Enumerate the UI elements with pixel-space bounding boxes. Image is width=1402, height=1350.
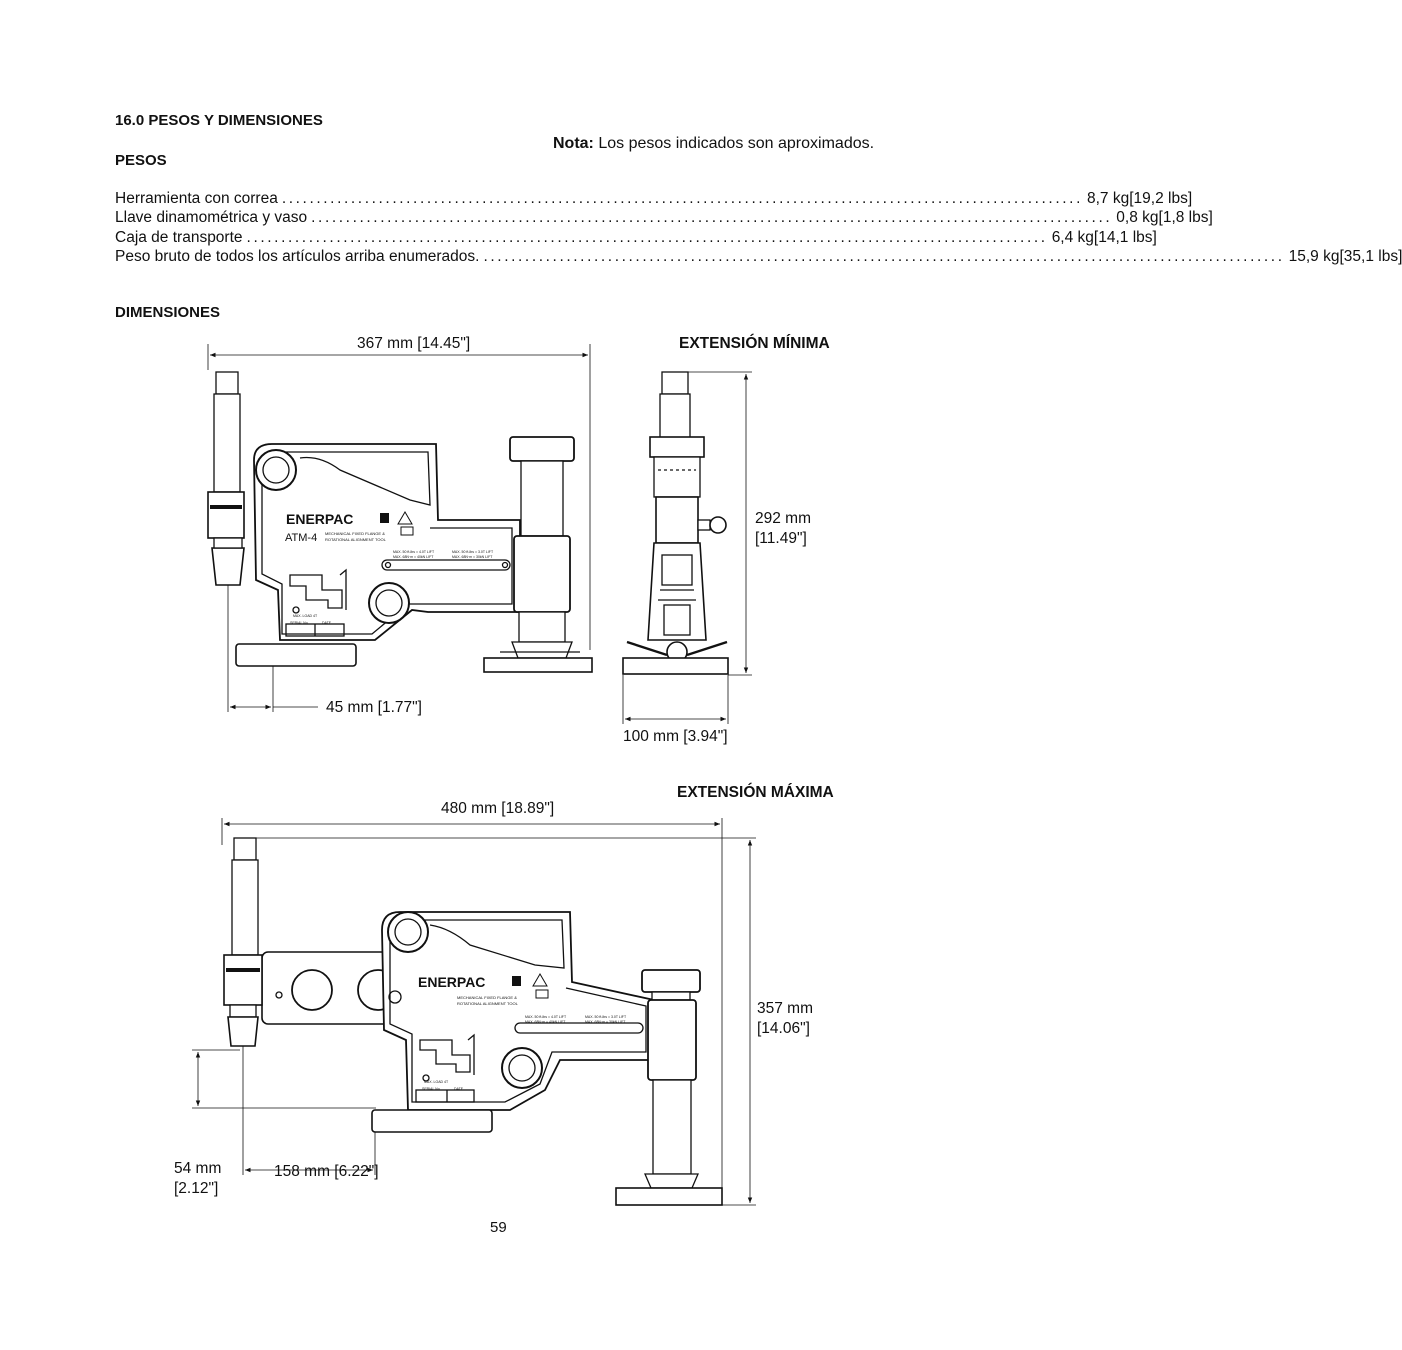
max-extension-title: EXTENSIÓN MÁXIMA bbox=[677, 784, 834, 801]
min-front-view bbox=[208, 344, 592, 712]
max-height-mm: 357 mm bbox=[757, 1000, 813, 1017]
lift-a2: MAX. 68N·m = 40kN LIFT bbox=[393, 555, 434, 559]
weight-label: Caja de transporte bbox=[115, 229, 243, 246]
desc-1: MECHANICAL FIXED FLANGE & bbox=[457, 995, 517, 1000]
weight-lbs: [35,1 lbs] bbox=[1339, 248, 1402, 265]
model-text: ATM-4 bbox=[285, 532, 318, 544]
lift-a1: MAX. 50 ft-lbs = 4.0T LIFT bbox=[393, 550, 435, 554]
leader-dots: .................................................................................................................... bbox=[483, 248, 1285, 265]
lift-b2: MAX. 68N·m = 30kN LIFT bbox=[585, 1020, 626, 1024]
weight-label: Llave dinamométrica y vaso bbox=[115, 209, 308, 226]
max-bottom-in: [2.12"] bbox=[174, 1180, 219, 1197]
max-load-text: MAX. LOAD 4T bbox=[424, 1080, 449, 1084]
leader-dots: .................................................................................................................... bbox=[281, 190, 1083, 207]
desc-2: ROTATIONAL ALIGNMENT TOOL bbox=[457, 1001, 518, 1006]
page-number: 59 bbox=[490, 1219, 507, 1236]
weights-heading: PESOS bbox=[115, 152, 167, 169]
serial-text: SERIAL No. bbox=[290, 621, 309, 625]
date-text: DATE bbox=[454, 1087, 464, 1091]
lift-a1: MAX. 50 ft-lbs = 4.0T LIFT bbox=[525, 1015, 567, 1019]
leader-dots: .................................................................................................................... bbox=[246, 229, 1048, 246]
min-depth-dim: 100 mm [3.94"] bbox=[623, 728, 728, 745]
brand-text: ENERPAC bbox=[286, 511, 354, 527]
min-extension-title: EXTENSIÓN MÍNIMA bbox=[679, 335, 830, 352]
leader-dots: .................................................................................................................... bbox=[311, 209, 1113, 226]
brand-text: ENERPAC bbox=[418, 974, 486, 990]
weight-kg: 6,4 kg bbox=[1051, 229, 1094, 246]
min-width-dim: 367 mm [14.45"] bbox=[357, 335, 471, 352]
weight-kg: 0,8 kg bbox=[1116, 209, 1159, 226]
weight-lbs: [1,8 lbs] bbox=[1158, 209, 1213, 226]
weight-lbs: [14,1 lbs] bbox=[1093, 229, 1157, 246]
desc-2: ROTATIONAL ALIGNMENT TOOL bbox=[325, 537, 386, 542]
lift-b2: MAX. 68N·m = 30kN LIFT bbox=[452, 555, 493, 559]
lift-b1: MAX. 50 ft-lbs = 3.0T LIFT bbox=[585, 1015, 627, 1019]
lift-b1: MAX. 50 ft-lbs = 3.0T LIFT bbox=[452, 550, 494, 554]
weight-label: Peso bruto de todos los artículos arriba enumerados. bbox=[115, 248, 480, 265]
min-side-view bbox=[623, 372, 752, 724]
weight-kg: 8,7 kg bbox=[1086, 190, 1130, 207]
max-bottom-mm: 54 mm bbox=[174, 1160, 222, 1177]
section-title: 16.0 PESOS Y DIMENSIONES bbox=[115, 112, 323, 129]
min-height-mm: 292 mm bbox=[755, 510, 811, 527]
dimensions-heading: DIMENSIONES bbox=[115, 304, 221, 321]
desc-1: MECHANICAL FIXED FLANGE & bbox=[325, 531, 385, 536]
max-load-text: MAX. LOAD 4T bbox=[293, 614, 318, 618]
note-text: Los pesos indicados son aproximados. bbox=[593, 135, 875, 152]
max-height-in: [14.06"] bbox=[757, 1020, 810, 1037]
max-front-view bbox=[192, 818, 756, 1205]
serial-text: SERIAL No. bbox=[422, 1087, 441, 1091]
date-text: DATE bbox=[322, 621, 332, 625]
min-height-in: [11.49"] bbox=[755, 530, 807, 547]
note-label: Nota: bbox=[553, 135, 594, 152]
min-offset-dim: 45 mm [1.77"] bbox=[326, 699, 422, 716]
weight-kg: 15,9 kg bbox=[1288, 248, 1340, 265]
max-offset-dim: 158 mm [6.22"] bbox=[274, 1163, 379, 1180]
weight-label: Herramienta con correa bbox=[115, 190, 278, 207]
weight-lbs: [19,2 lbs] bbox=[1129, 190, 1193, 207]
lift-a2: MAX. 68N·m = 40kN LIFT bbox=[525, 1020, 566, 1024]
max-width-dim: 480 mm [18.89"] bbox=[441, 800, 555, 817]
